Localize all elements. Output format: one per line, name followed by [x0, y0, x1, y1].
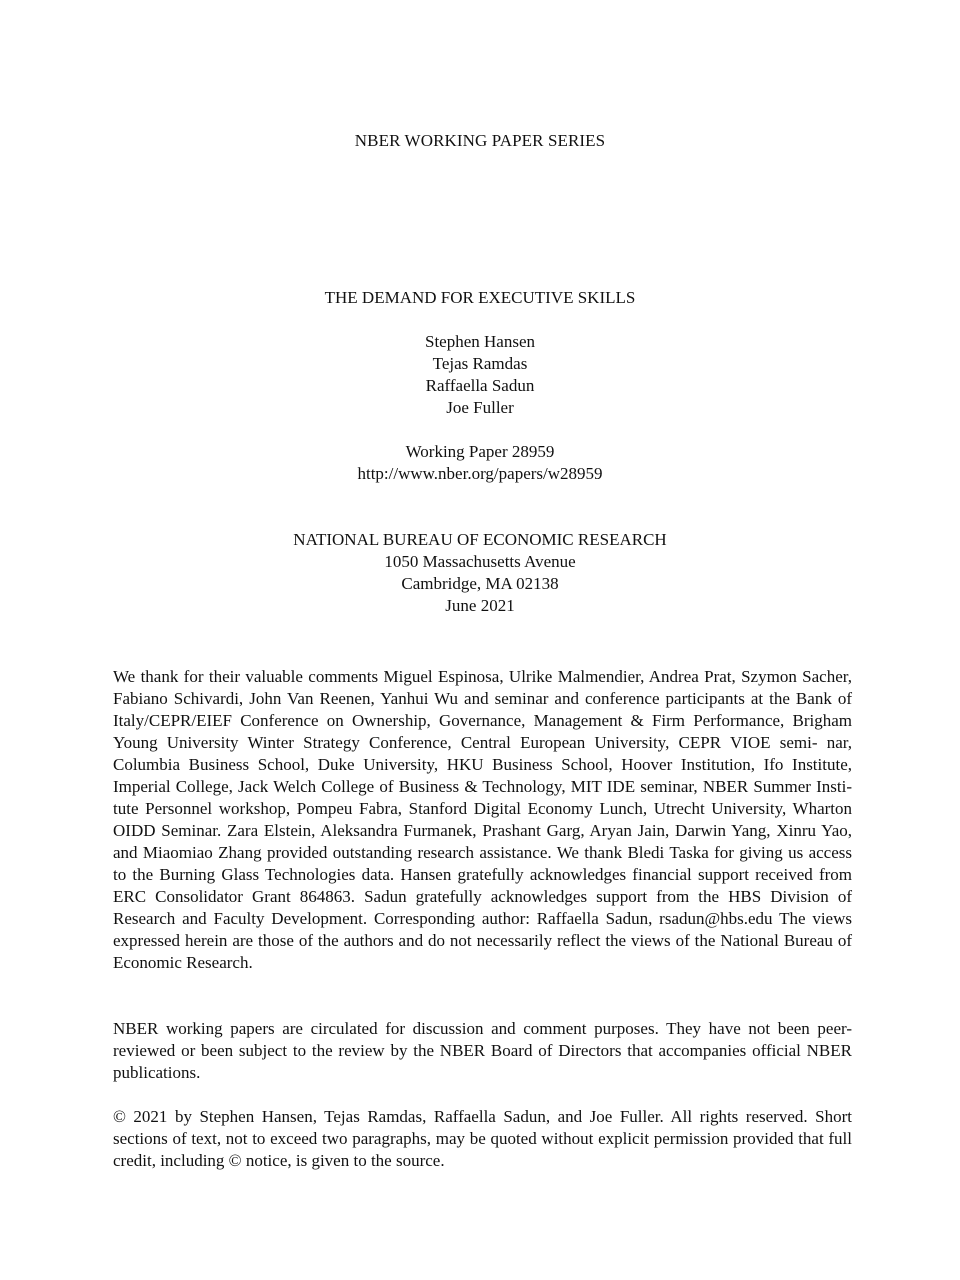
author-name: Stephen Hansen	[424, 332, 535, 351]
working-paper-number: Working Paper 28959	[405, 442, 555, 461]
publisher-block	[0, 529, 960, 617]
copyright-paragraph: © 2021 by Stephen Hansen, Tejas Ramdas, Raffaella Sadun, and Joe Fuller. All rights reserved. Short sections of text, not to exceed two paragraphs, may be quoted without explicit permission provided that full credit, including © notice, is given to the source.	[113, 1107, 852, 1170]
author-name: Tejas Ramdas	[432, 354, 528, 373]
publisher-address-city: Cambridge, MA 02138	[401, 574, 559, 593]
author-list	[0, 331, 960, 419]
paper-url[interactable]: http://www.nber.org/papers/w28959	[357, 464, 603, 483]
publication-date: June 2021	[445, 596, 515, 615]
author-name: Raffaella Sadun	[425, 376, 535, 395]
author-name: Joe Fuller	[446, 398, 514, 417]
series-heading: NBER WORKING PAPER SERIES	[354, 131, 606, 150]
disclaimer-paragraph: NBER working papers are circulated for discussion and comment purposes. They have not been peer-reviewed or been subject to the review by the NBER Board of Directors that accompanies official NBER publications.	[113, 1019, 852, 1082]
acknowledgements-paragraph: We thank for their valuable comments Miguel Espinosa, Ulrike Malmendier, Andrea Prat, Szymon Sacher, Fabiano Schivardi, John Van Reenen, Yanhui Wu and seminar and conference participants at the Bank of Italy/CEPR/EIEF Conference on Ownership, Governance, Management & Firm Performance, Brigham Young University Winter Strategy Conference, Central European University, CEPR VIOE semi- nar, Columbia Business School, Duke University, HKU Business School, Hoover Institution, Ifo Institute, Imperial College, Jack Welch College of Business & Technology, MIT IDE seminar, NBER Summer Insti- tute Personnel workshop, Pompeu Fabra, Stanford Digital Economy Lunch, Utrecht University, Wharton OIDD Seminar. Zara Elstein, Aleksandra Furmanek, Prashant Garg, Aryan Jain, Darwin Yang, Xinru Yao, and Miaomiao Zhang provided outstanding research assistance. We thank Bledi Taska for giving us access to the Burning Glass Technologies data. Hansen gratefully acknowledges financial support received from ERC Consolidator Grant 864863. Sadun gratefully acknowledges support from the HBS Division of Research and Faculty Development. Corresponding author: Raffaella Sadun, rsadun@hbs.edu The views expressed herein are those of the authors and do not necessarily reflect the views of the National Bureau of Economic Research.	[113, 667, 852, 972]
working-paper-info	[0, 441, 960, 485]
publisher-address-street: 1050 Massachusetts Avenue	[384, 552, 576, 571]
paper-title: THE DEMAND FOR EXECUTIVE SKILLS	[324, 288, 636, 307]
publisher-name: NATIONAL BUREAU OF ECONOMIC RESEARCH	[293, 530, 667, 549]
